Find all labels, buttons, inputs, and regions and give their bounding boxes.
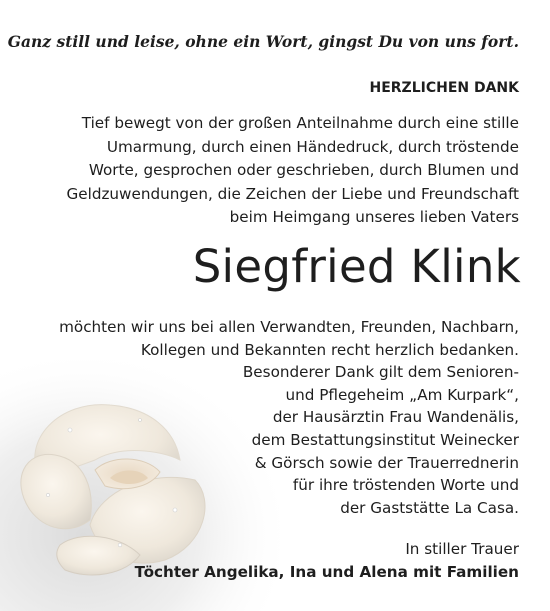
intro-line: Geldzuwendungen, die Zeichen der Liebe und Freundschaft [66, 184, 519, 203]
thanks-line: möchten wir uns bei allen Verwandten, Freunden, Nachbarn, [59, 318, 519, 336]
thanks-line: Kollegen und Bekannten recht herzlich bedanken. [140, 340, 519, 359]
intro-line: Worte, gesprochen oder geschrieben, durch Blumen und [88, 161, 519, 180]
mourning-family: Töchter Angelika, Ina und Alena mit Familien [134, 563, 519, 581]
intro-line: beim Heimgang unseres lieben Vaters [229, 208, 519, 227]
thanks-line: dem Bestattungsinstitut Weinecker [251, 430, 519, 449]
closing-signature [135, 538, 519, 584]
thanks-line: der Gaststätte La Casa. [340, 498, 519, 517]
deceased-name: Siegfried Klink [192, 240, 521, 293]
closing-phrase: In stiller Trauer [405, 540, 519, 558]
intro-line: Umarmung, durch einen Händedruck, durch tröstende [106, 137, 519, 156]
thanks-line: & Görsch sowie der Trauerrednerin [254, 453, 519, 472]
thanks-paragraph [59, 316, 519, 519]
thanks-line: und Pflegeheim „Am Kurpark“, [285, 385, 519, 404]
intro-paragraph [66, 112, 519, 230]
thanks-line: für ihre tröstenden Worte und [292, 476, 519, 495]
thanks-line: der Hausärztin Frau Wandenälis, [272, 408, 519, 427]
intro-line: Tief bewegt von der großen Anteilnahme durch eine stille [81, 114, 519, 132]
motto-verse: Ganz still und leise, ohne ein Wort, gingst Du von uns fort. [7, 32, 519, 51]
notice-heading: HERZLICHEN DANK [369, 80, 519, 96]
thanks-line: Besonderer Dank gilt dem Senioren- [242, 363, 519, 382]
